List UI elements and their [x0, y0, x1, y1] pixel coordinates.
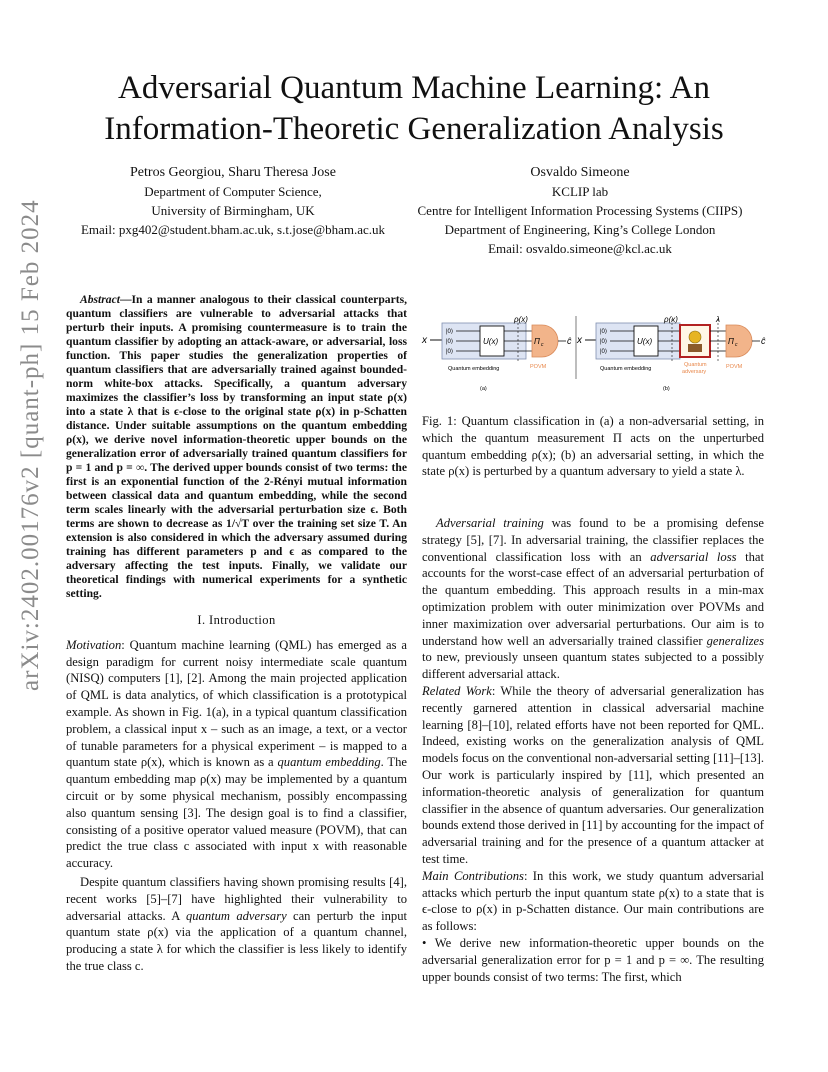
povm-symbol-a: Π [534, 337, 540, 346]
author-dept-right: Department of Engineering, King’s College London [444, 222, 716, 237]
ket-b-2: |0⟩ [600, 339, 608, 345]
ket-a-3: |0⟩ [446, 349, 454, 355]
author-dept-left: Department of Computer Science, [144, 184, 322, 199]
adv-text-a: was found to be a promising defense strategy [5], [7]. In adversarial training, the classifier replaces the conventional classification loss with an [422, 516, 765, 564]
author-names-right: Osvaldo Simeone [530, 165, 630, 180]
related-work-text: : While the theory of adversarial generalization has recently garnered attention in classical adversarial machine learning [8]–[10], related efforts have not been reported for QML. Indeed, existing works on the generalization analysis of QML models focus on the conventional non-adversarial setting [11]–[13]. Our work is particularly inspired by [11], which presented an information-theoretic analysis of generalization for quantum classifier in the absence of quantum adversaries. Our generalization bounds extend those derived in [11] by accounting for the impact of adversarial training and for the presence of a quantum attacker at test time. [422, 683, 765, 866]
author-block-right [394, 163, 766, 258]
contribution-bullet: • We derive new information-theoretic upper bounds on the adversarial generalization error for p = 1 and p = ∞. The resulting upper bounds consist of two terms: The first, which [422, 935, 764, 984]
intro-text-1a: : Quantum machine learning (QML) has emerged as a design paradigm for current noisy intermediate scale quantum (NISQ) computers [1], [2]. Among the main projected application of QML is data analytics, of which classification is a prototypical example. As shown in Fig. 1(a), in a typical quantum classification problem, a classical input x – such as an image, a text, or a vector of tunable parameters for a physical experiment – is mapped to a quantum state ρ(x), which is known as a [66, 637, 407, 770]
motivation-label: Motivation [66, 637, 122, 652]
intro-text-2a: Despite quantum classifiers having shown promising results [4], recent works [5]–[7] have highlighted their vulnerability to adversarial attacks. A [66, 874, 407, 923]
right-column [422, 515, 764, 985]
ket-b-3: |0⟩ [600, 349, 608, 355]
left-column [66, 293, 407, 975]
title-line-2: Information-Theoretic Generalization Analysis [104, 111, 724, 147]
adv-text-b: that accounts for the worst-case effect of an adversarial perturbation of the quantum embedding. This approach results in a min-max optimization problem with outer minimization over POVMs and inner maximization over adversarial perturbations. Our aim is to understand how well an adversarially trained classifier [422, 549, 764, 648]
abstract [66, 293, 407, 601]
adversary-icon-base [688, 344, 702, 352]
figure-1 [420, 313, 770, 398]
rho-label-a: ρ(x) [514, 315, 528, 324]
figure-caption: Fig. 1: Quantum classification in (a) a non-adversarial setting, in which the quantum measurement Π acts on the unperturbed quantum embedding ρ(x); (b) an adversarial setting, in which the state ρ(x) is perturbed by a quantum adversary to yield a state λ. [422, 414, 764, 479]
related-work-label: Related Work [422, 683, 492, 698]
intro-text-1b: . The quantum embedding map ρ(x) may be implemented by a quantum circuit or by some physical mechanism, possibly encompassing also quantum sensing [3]. The design goal is to find a classifier, consisting of a positive operator valued measure (POVM), that can predict the true class c associated with input x with reasonable accuracy. [66, 755, 407, 871]
adversarial-training-paragraph [422, 515, 764, 683]
author-names-left: Petros Georgiou, Sharu Theresa Jose [130, 165, 336, 180]
contributions-text: : In this work, we study quantum adversarial attacks which perturb the input quantum state ρ(x) to a state that is ϵ-close to ρ(x) in p-Schatten distance. Our main contributions are as follows: [422, 868, 764, 934]
figure-1-diagram [420, 313, 770, 398]
intro-paragraph-2 [66, 874, 407, 975]
output-c-a: ĉ [567, 336, 572, 346]
panel-b [576, 315, 766, 392]
ket-b-1: |0⟩ [600, 329, 608, 335]
rho-label-b: ρ(x) [664, 315, 678, 324]
abstract-label: Abstract [80, 293, 120, 306]
author-centre-right: Centre for Intelligent Information Processing Systems (CIIPS) [417, 203, 743, 218]
unitary-label-a: U(x) [483, 337, 499, 346]
input-x-a: x [422, 335, 427, 346]
ket-a-2: |0⟩ [446, 339, 454, 345]
lambda-label: λ [716, 315, 720, 324]
abstract-text: —In a manner analogous to their classical counterparts, quantum classifiers are vulnerable to adversarial attacks that perturb their inputs. A promising countermeasure is to train the quantum classifier by adopting an attack-aware, or adversarial, loss function. This paper studies the generalization properties of quantum classifiers that are adversarially trained against bounded-norm white-box attacks. Specifically, a quantum adversary maximizes the classifier’s loss by transforming an input state ρ(x) into a state λ that is ϵ-close to the original state ρ(x) in p-Schatten distance. Under suitable assumptions on the quantum embedding ρ(x), we derive novel information-theoretic upper bounds on the generalization error of adversarially trained quantum classifiers for p = 1 and p = ∞. The derived upper bounds consist of two terms: the first is an exponential function of the 2-Rényi mutual information between classical data and quantum embedding, while the second term scales linearly with the adversarial perturbation size ϵ. Both terms are shown to decrease as 1/√T over the training set size T. An extension is also considered in which the adversary assumed during training has different parameters p and ϵ as compared to the adversary affecting the test inputs. Finally, we validate our theoretical findings with numerical experiments for a synthetic setting. [66, 293, 407, 600]
ket-a-1: |0⟩ [446, 329, 454, 335]
adv-emph-1: Adversarial training [436, 516, 544, 530]
intro-text-2b: can perturb the input quantum state ρ(x) via the application of a quantum channel, producing a state λ for which the classifier is less likely to identify the true class c. [66, 908, 408, 973]
povm-label-a: POVM [530, 364, 547, 370]
adversary-icon [689, 331, 701, 343]
intro-paragraph-1 [66, 637, 407, 872]
paper-title [60, 68, 768, 150]
embed-label-b: Quantum embedding [600, 366, 652, 372]
povm-symbol-b: Π [728, 337, 734, 346]
title-line-1: Adversarial Quantum Machine Learning: An [118, 70, 710, 106]
povm-sub-b: c [735, 342, 738, 348]
unitary-label-b: U(x) [637, 337, 653, 346]
adv-emph-3: generalizes [706, 633, 764, 648]
author-email-right: Email: osvaldo.simeone@kcl.ac.uk [488, 241, 672, 256]
intro-emph-2: quantum adversary [185, 908, 287, 923]
contributions-label: Main Contributions [422, 868, 524, 883]
output-c-b: ĉ [761, 336, 766, 346]
section-heading: I. Introduction [197, 613, 276, 627]
intro-emph-1: quantum embedding [277, 755, 381, 770]
related-work-paragraph [422, 683, 764, 868]
author-block-left [66, 163, 400, 239]
author-email-left: Email: pxg402@student.bham.ac.uk, s.t.jose@bham.ac.uk [80, 222, 386, 237]
arxiv-side-stamp: arXiv:2402.00176v2 [quant-ph] 15 Feb 2024 [17, 199, 44, 691]
panel-a [421, 315, 572, 392]
adv-text-c: to new, previously unseen quantum states subjected to a possibly different adversarial attack. [422, 650, 764, 682]
adversary-label-1: Quantum [684, 362, 707, 368]
adv-emph-2: adversarial loss [650, 549, 737, 564]
povm-label-b: POVM [726, 364, 743, 370]
povm-sub-a: c [541, 342, 544, 348]
contributions-paragraph [422, 868, 764, 935]
embed-label-a: Quantum embedding [448, 366, 500, 372]
subfig-label-a: (a) [480, 386, 487, 392]
input-x-b: x [577, 335, 582, 346]
author-univ-left: University of Birmingham, UK [151, 203, 315, 218]
subfig-label-b: (b) [663, 386, 670, 392]
author-lab-right: KCLIP lab [551, 184, 609, 199]
adversary-label-2: adversary [682, 369, 707, 375]
